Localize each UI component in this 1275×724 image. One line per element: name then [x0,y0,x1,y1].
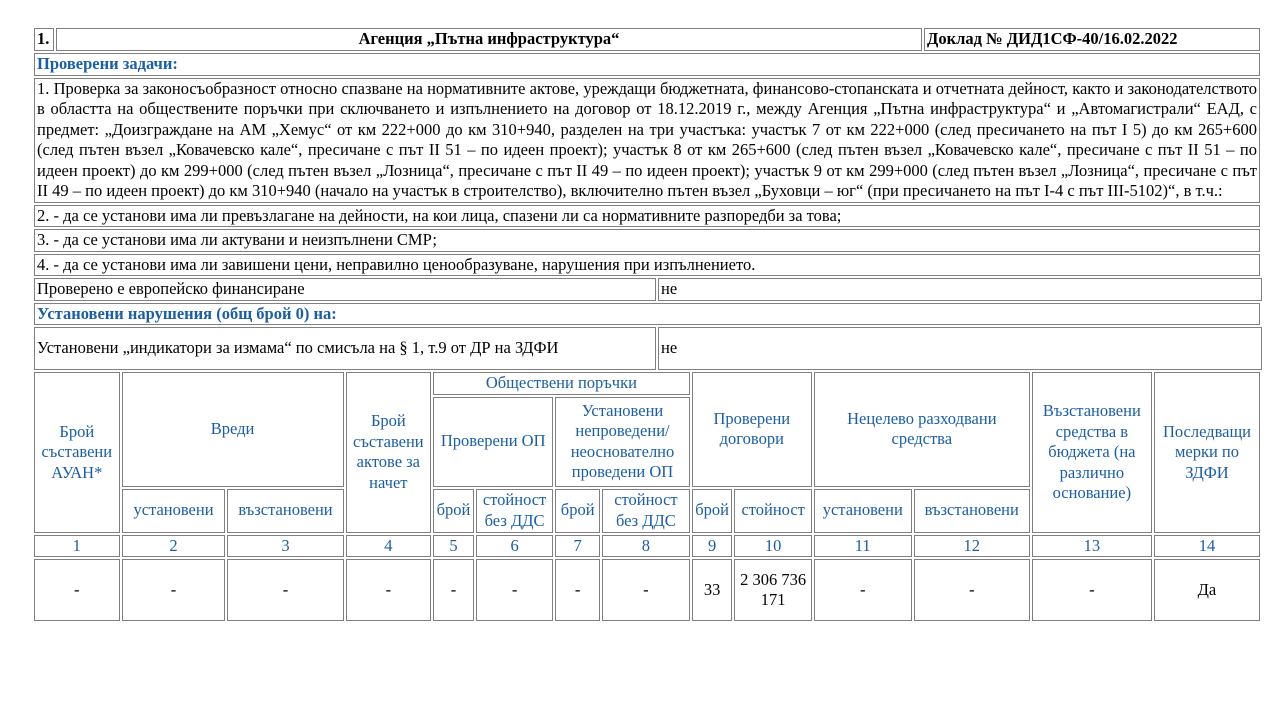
sub-op-count: брой [433,489,474,533]
col-number: 5 [433,535,474,558]
tasks-table [32,51,1262,278]
eu-funding-table [32,276,1264,303]
eu-funding-label: Проверено е европейско финансиране [34,278,656,301]
col-number: 10 [734,535,811,558]
value-damages-restored: - [227,559,343,621]
header-table [32,26,1262,53]
col-number: 1 [34,535,120,558]
sub-damages-established: установени [122,489,226,533]
value-contracts-value: 2 306 736 171 [734,559,811,621]
header-public-procurement: Обществени поръчки [433,372,690,395]
header-auan: Брой съставени АУАН* [34,372,120,533]
col-number: 11 [814,535,912,558]
fraud-value: не [658,327,1262,370]
sub-contracts-value: стойност [734,489,811,533]
header-followup: Последващи мерки по ЗДФИ [1154,372,1260,533]
eu-funding-value: не [658,278,1262,301]
sub-op-value: стойност без ДДС [476,489,553,533]
header-misused-funds: Нецелево разходвани средства [814,372,1030,487]
value-damages-established: - [122,559,226,621]
sub-nc-value: стойност без ДДС [602,489,690,533]
stats-table [32,370,1262,623]
task-item-4: 4. - да се установи има ли завишени цени, неправилно ценообразуване, нарушения при изпълнението. [34,254,1260,277]
tasks-heading: Проверени задачи: [34,53,1260,76]
col-number: 7 [555,535,600,558]
agency-name: Агенция „Пътна инфраструктура“ [56,28,922,51]
header-checked-op: Проверени ОП [433,397,553,487]
col-number: 14 [1154,535,1260,558]
header-not-conducted-op: Установени непроведени/ неоснователно проведени ОП [555,397,689,487]
sub-misused-restored: възстановени [914,489,1030,533]
col-number: 6 [476,535,553,558]
report-number: Доклад № ДИД1СФ-40/16.02.2022 [924,28,1260,51]
violations-table [32,301,1262,328]
entry-number: 1. [34,28,54,51]
value-op-count: - [433,559,474,621]
fraud-table [32,325,1264,372]
col-number: 12 [914,535,1030,558]
col-number: 8 [602,535,690,558]
violations-heading: Установени нарушения (общ брой 0) на: [34,303,1260,326]
col-number: 9 [692,535,733,558]
col-number: 4 [346,535,432,558]
sub-damages-restored: възстановени [227,489,343,533]
task-item-2: 2. - да се установи има ли превъзлагане на дейности, на кои лица, спазени ли са нормативните разпоредби за това; [34,205,1260,228]
value-nc-count: - [555,559,600,621]
report-document [32,26,1262,623]
sub-contracts-count: брой [692,489,733,533]
task-item-1: 1. Проверка за законосъобразност относно спазване на нормативните актове, уреждащи бюджетната, финансово-стопанската и отчетната дейност, както и законодателството в областта на обществените поръчки при сключването и изпълнението на договор от 18.12.2019 г., между Агенция „Пътна инфраструктура“ и „Автомагистрали“ ЕАД, с предмет: „Доизграждане на АМ „Хемус“ от км 222+000 до км 310+940, разделен на три участъка: участък 7 от км 222+000 (след пресичането на път I 5) до км 265+600 (след пътен възел „Ковачевско кале“, пресичане с път II 51 – по идеен проект); участък 8 от км 265+600 (след пътен възел „Ковачевско кале“, пресичане с път II 51 – по идеен проект) до км 299+000 (след пътен възел „Лозница“, пресичане с път II 49 – по идеен проект); участък 9 от км 299+000 (след пътен възел „Лозница“, пресичане с път II 49 – по идеен проект) до км 310+940 (начало на участък в строителство), включително пътен възел „Буховци – юг“ (при пресичането на път I-4 с път III-5102)“, в т.ч.: [34,78,1260,203]
value-op-value: - [476,559,553,621]
value-restored-funds: - [1032,559,1152,621]
value-contracts-count: 33 [692,559,733,621]
value-misused-established: - [814,559,912,621]
header-restored-funds: Възстановени средства в бюджета (на различно основание) [1032,372,1152,533]
sub-nc-count: брой [555,489,600,533]
col-number: 3 [227,535,343,558]
col-number: 2 [122,535,226,558]
value-nc-value: - [602,559,690,621]
value-misused-restored: - [914,559,1030,621]
value-auan: - [34,559,120,621]
col-number: 13 [1032,535,1152,558]
fraud-label: Установени „индикатори за измама“ по смисъла на § 1, т.9 от ДР на ЗДФИ [34,327,656,370]
value-followup: Да [1154,559,1260,621]
task-item-3: 3. - да се установи има ли актувани и неизпълнени СМР; [34,229,1260,252]
header-acts: Брой съставени актове за начет [346,372,432,533]
header-damages: Вреди [122,372,344,487]
value-acts: - [346,559,432,621]
sub-misused-established: установени [814,489,912,533]
header-checked-contracts: Проверени договори [692,372,812,487]
